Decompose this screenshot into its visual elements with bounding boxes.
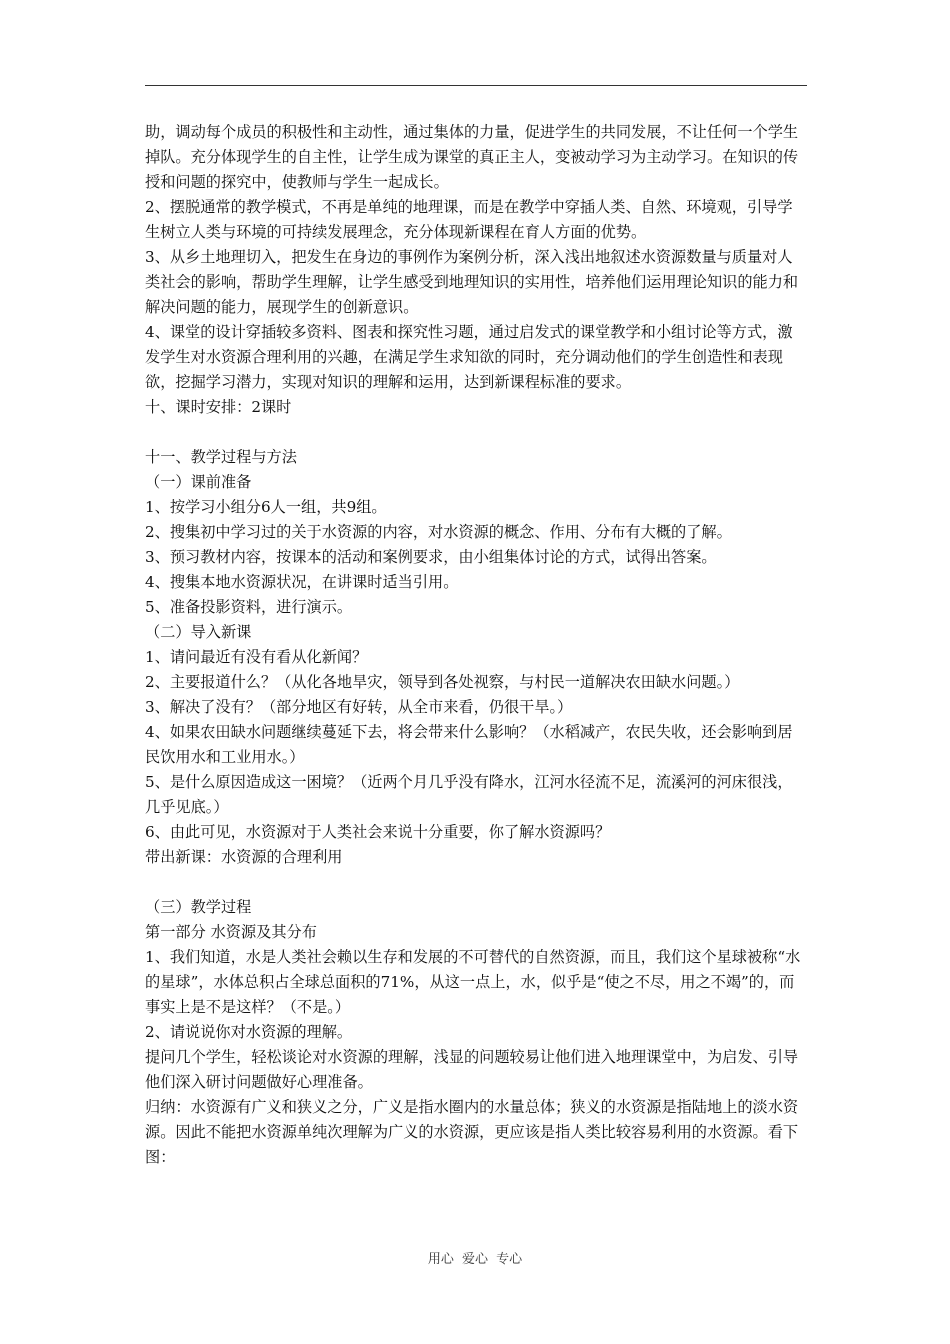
subsection-heading: （二）导入新课: [145, 623, 252, 641]
list-item: 2、搜集初中学习过的关于水资源的内容，对水资源的概念、作用、分布有大概的了解。: [145, 523, 732, 541]
list-item: 1、按学习小组分6人一组，共9组。: [145, 498, 387, 516]
blank-line: [145, 420, 807, 445]
paragraph: 4、课堂的设计穿插较多资料、图表和探究性习题，通过启发式的课堂教学和小组讨论等方式，激发学生对水资源合理利用的兴趣，在满足学生求知欲的同时，充分调动他们的学生创造性和表现欲，挖掘学习潜力，实现对知识的理解和运用，达到新课程标准的要求。: [145, 323, 793, 391]
section-heading: 十一、教学过程与方法: [145, 448, 297, 466]
part-heading: 第一部分 水资源及其分布: [145, 923, 317, 941]
paragraph: 2、摆脱通常的教学模式，不再是单纯的地理课，而是在教学中穿插人类、自然、环境观，引导学生树立人类与环境的可持续发展理念，充分体现新课程在育人方面的优势。: [145, 198, 793, 241]
paragraph: 助，调动每个成员的积极性和主动性，通过集体的力量，促进学生的共同发展，不让任何一个学生掉队。充分体现学生的自主性，让学生成为课堂的真正主人，变被动学习为主动学习。在知识的传授和问题的探究中，使教师与学生一起成长。: [145, 123, 799, 191]
list-item: 6、由此可见，水资源对于人类社会来说十分重要，你了解水资源吗？: [145, 823, 611, 841]
paragraph: 提问几个学生，轻松谈论对水资源的理解，浅显的问题较易让他们进入地理课堂中，为启发、引导他们深入研讨问题做好心理准备。: [145, 1048, 799, 1091]
blank-line: [145, 870, 807, 895]
list-item: 2、请说说你对水资源的理解。: [145, 1023, 353, 1041]
list-item: 3、解决了没有？（部分地区有好转，从全市来看，仍很干旱。）: [145, 698, 573, 716]
list-item: 4、搜集本地水资源状况，在讲课时适当引用。: [145, 573, 459, 591]
list-item: 3、预习教材内容，按课本的活动和案例要求，由小组集体讨论的方式，试得出答案。: [145, 548, 717, 566]
document-body: [145, 120, 807, 1170]
header-rule: [145, 85, 807, 86]
list-item: 2、主要报道什么？（从化各地旱灾，领导到各处视察，与村民一道解决农田缺水问题。）: [145, 673, 740, 691]
list-item: 1、我们知道，水是人类社会赖以生存和发展的不可替代的自然资源，而且，我们这个星球被称“水的星球”，水体总积占全球总面积的71%，从这一点上，水，似乎是“使之不尽，用之不竭”的，而事实上是不是这样？（不是。）: [145, 948, 801, 1016]
list-item: 1、请问最近有没有看从化新闻？: [145, 648, 368, 666]
page-footer: 用心 爱心 专心: [427, 1252, 523, 1267]
list-item: 5、准备投影资料，进行演示。: [145, 598, 353, 616]
subsection-heading: （三）教学过程: [145, 898, 252, 916]
paragraph: 3、从乡土地理切入，把发生在身边的事例作为案例分析，深入浅出地叙述水资源数量与质量对人类社会的影响，帮助学生理解，让学生感受到地理知识的实用性，培养他们运用理论知识的能力和解决问题的能力，展现学生的创新意识。: [145, 248, 799, 316]
subsection-heading: （一）课前准备: [145, 473, 252, 491]
paragraph: 归纳：水资源有广义和狭义之分，广义是指水圈内的水量总体；狭义的水资源是指陆地上的淡水资源。因此不能把水资源单纯次理解为广义的水资源，更应该是指人类比较容易利用的水资源。看下图：: [145, 1098, 799, 1166]
paragraph: 带出新课：水资源的合理利用: [145, 848, 343, 866]
list-item: 4、如果农田缺水问题继续蔓延下去，将会带来什么影响？（水稻减产，农民失收，还会影响到居民饮用水和工业用水。）: [145, 723, 793, 766]
section-heading: 十、课时安排：2课时: [145, 398, 292, 416]
list-item: 5、是什么原因造成这一困境？（近两个月几乎没有降水，江河水径流不足，流溪河的河床很浅，几乎见底。）: [145, 773, 793, 816]
